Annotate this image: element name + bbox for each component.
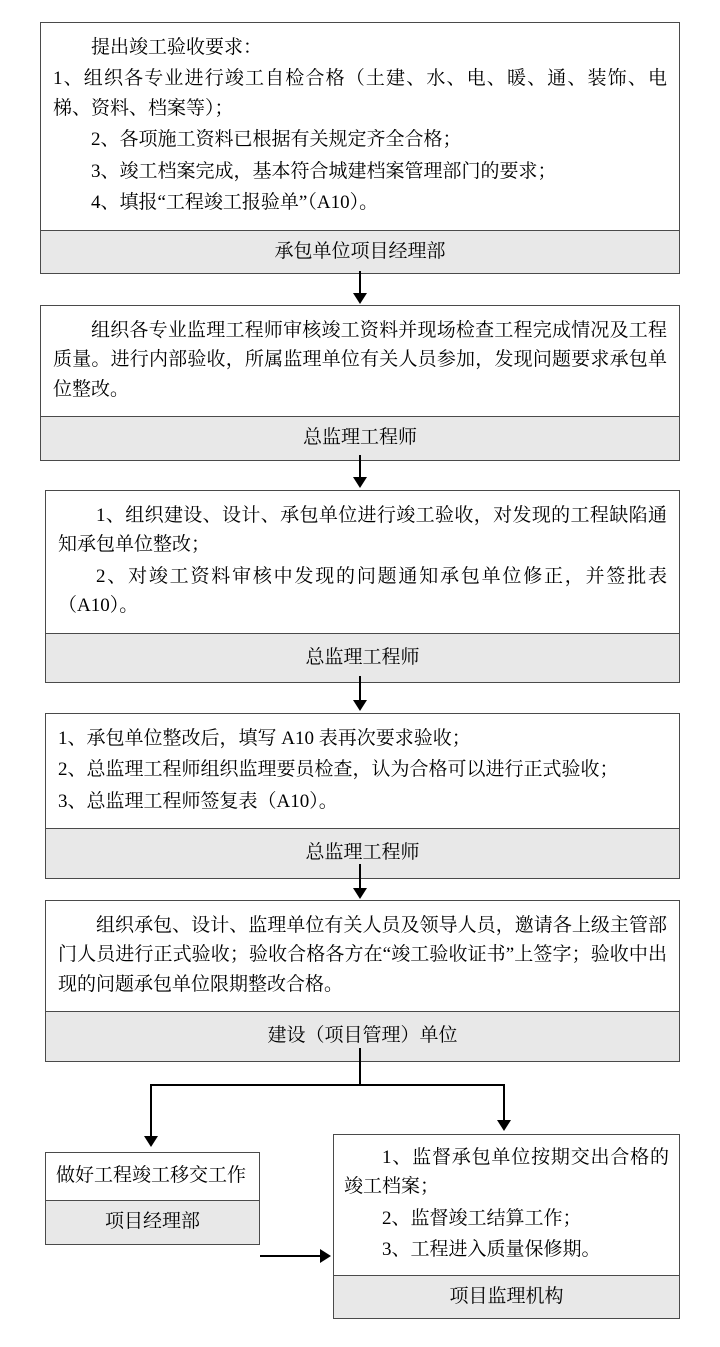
flow-node-4-line-2: 3、总监理工程师签复表（A10）。 (58, 790, 338, 812)
flow-node-6-line-0: 做好工程竣工移交工作 (56, 1165, 247, 1186)
flow-node-7-line-2: 3、工程进入质量保修期。 (382, 1239, 601, 1261)
connector-4-5-arrow (353, 888, 367, 899)
flow-node-2-role: 总监理工程师 (41, 416, 679, 460)
flow-node-7-line-0: 1、监督承包单位按期交出合格的竣工档案； (344, 1147, 669, 1198)
flow-node-4-line-1: 2、总监理工程师组织监理要员检查，认为合格可以进行正式验收； (58, 759, 619, 781)
flow-node-3-line-0: 1、组织建设、设计、承包单位进行竣工验收，对发现的工程缺陷通知承包单位整改； (58, 505, 667, 556)
flow-node-4-role: 总监理工程师 (46, 828, 679, 878)
connector-2-3-arrow (353, 477, 367, 488)
connector-5-left-arrow (144, 1136, 158, 1147)
connector-1-2-line (359, 271, 361, 295)
connector-5-right-drop (503, 1084, 505, 1122)
flow-node-2-line-0: 组织各专业监理工程师审核竣工资料并现场检查工程完成情况及工程质量。进行内部验收，所属监理单位有关人员参加，发现问题要求承包单位整改。 (53, 320, 667, 400)
flow-node-3-role: 总监理工程师 (46, 633, 679, 683)
connector-5-branch-bar (150, 1084, 505, 1086)
flow-node-5 (45, 900, 680, 1062)
flow-node-1-line-4: 4、填报“工程竣工报验单”（A10）。 (91, 192, 379, 214)
connector-5-right-arrow (497, 1120, 511, 1131)
flow-node-7-role: 项目监理机构 (334, 1275, 679, 1319)
flow-node-1 (40, 22, 680, 274)
connector-1-2-arrow (353, 293, 367, 304)
connector-5-left-drop (150, 1084, 152, 1138)
flow-node-6 (45, 1152, 260, 1245)
connector-6-7-line (260, 1255, 322, 1257)
flow-node-5-line-0: 组织承包、设计、监理单位有关人员及领导人员，邀请各上级主管部门人员进行正式验收；验收合格各方在“竣工验收证书”上签字；验收中出现的问题承包单位限期整改合格。 (58, 915, 667, 995)
flow-node-4-body (46, 714, 679, 828)
connector-2-3-line (359, 455, 361, 479)
flow-node-1-body (41, 23, 679, 230)
flow-node-3-body (46, 491, 679, 633)
flow-node-6-role: 项目经理部 (46, 1200, 259, 1244)
flow-node-1-line-3: 3、竣工档案完成，基本符合城建档案管理部门的要求； (91, 160, 557, 182)
flow-node-7-body (334, 1135, 679, 1275)
flow-node-3-line-1: 2、对竣工资料审核中发现的问题通知承包单位修正，并签批表（A10）。 (58, 565, 667, 617)
connector-6-7-arrow (320, 1249, 331, 1263)
flow-node-2-body (41, 306, 679, 416)
flow-node-7-line-1: 2、监督竣工结算工作； (382, 1207, 582, 1229)
flow-node-1-line-1: 1、组织各专业进行竣工自检合格（土建、水、电、暖、通、装饰、电梯、资料、档案等）； (53, 68, 667, 119)
flow-node-4 (45, 713, 680, 879)
flow-node-7 (333, 1134, 680, 1319)
connector-3-4-arrow (353, 700, 367, 711)
connector-4-5-line (359, 864, 361, 890)
flow-node-5-role: 建设（项目管理）单位 (46, 1011, 679, 1061)
flow-node-1-line-2: 2、各项施工资料已根据有关规定齐全合格； (91, 129, 462, 151)
flow-node-2 (40, 305, 680, 461)
flow-node-6-body (46, 1153, 259, 1200)
connector-3-4-line (359, 676, 361, 702)
flow-node-1-line-0: 提出竣工验收要求： (91, 37, 263, 58)
flow-node-1-role: 承包单位项目经理部 (41, 230, 679, 274)
flow-node-5-body (46, 901, 679, 1011)
connector-5-branch-stem (359, 1048, 361, 1084)
flow-node-4-line-0: 1、承包单位整改后，填写 A10 表再次要求验收； (58, 728, 471, 749)
flow-node-3 (45, 490, 680, 683)
